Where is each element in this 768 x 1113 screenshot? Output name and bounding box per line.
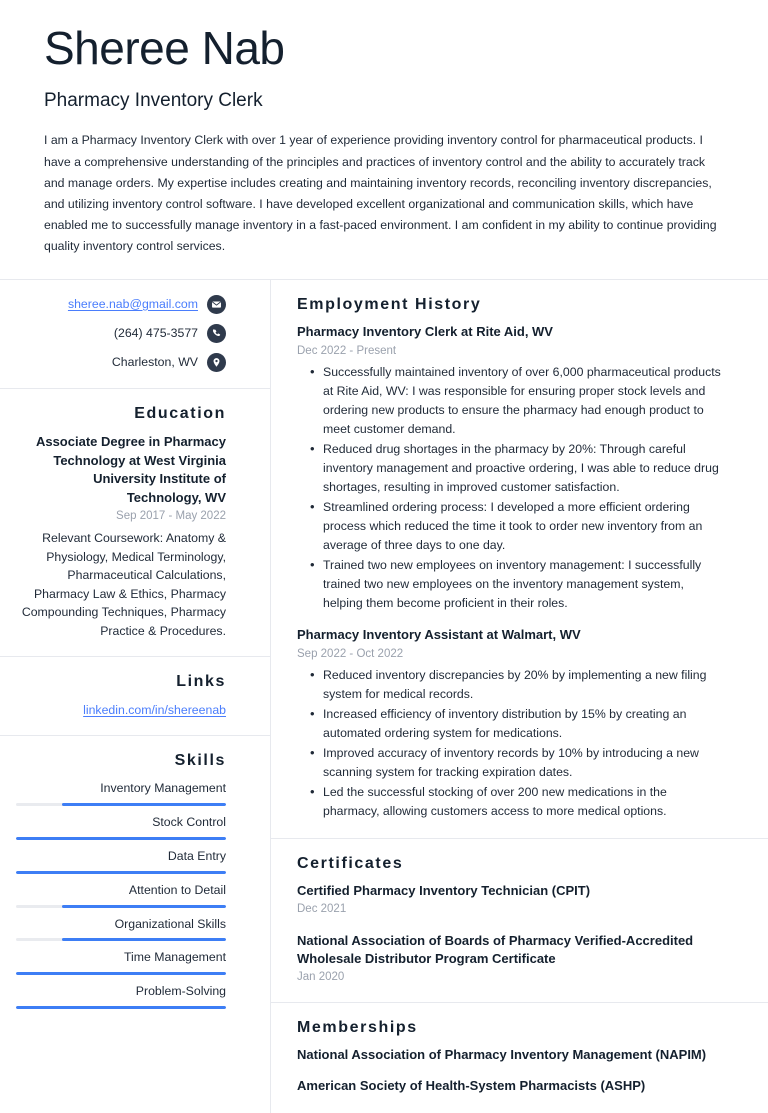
links-list	[16, 701, 226, 719]
skill-label: Problem-Solving	[135, 984, 226, 999]
job-title: Pharmacy Inventory Clerk	[44, 89, 263, 111]
employment-bullets	[297, 363, 724, 614]
profile-summary: I am a Pharmacy Inventory Clerk with over 1 year of experience providing inventory control for pharmaceutical products. I have a comprehensive understanding of the principles and practices of inventory control and the ability to accurately track and manage orders. My expertise includes creating and maintaining inventory records, reconciling inventory discrepancies, and utilizing inventory control software. I have developed excellent organizational and communication skills, which have enabled me to successfully manage inventory in a fast-paced environment. I am confident in my ability to continue providing quality inventory control services.	[44, 133, 717, 254]
education-degree: Associate Degree in Pharmacy Technology at West Virginia University Institute of Technology, WV	[35, 434, 226, 505]
sidebar	[0, 280, 271, 1113]
certificate-entry	[297, 932, 724, 987]
certificate-title: National Association of Boards of Pharmacy Verified-Accredited Wholesale Distributor Program Certificate	[297, 932, 694, 966]
skill-bar-fill	[16, 972, 226, 975]
skill-bar-track	[16, 837, 226, 840]
contact-location: Charleston, WV	[111, 354, 198, 369]
employment-entry	[297, 626, 724, 821]
skill-bar-fill	[62, 803, 226, 806]
skill-bar-track	[16, 871, 226, 874]
main-content	[271, 280, 768, 1113]
skill-label: Stock Control	[152, 815, 226, 830]
skill-bar-fill	[16, 871, 226, 874]
certificates-section	[271, 839, 768, 1003]
employment-section	[271, 280, 768, 839]
bullet-item: • Improved accuracy of inventory records by 10% by introducing a new scanning system for tracking expiration dates.	[323, 744, 724, 782]
skill-bar-fill	[62, 938, 226, 941]
certificate-entry	[297, 882, 724, 918]
phone-icon	[207, 324, 226, 343]
membership-title: National Association of Pharmacy Inventory Management (NAPIM)	[297, 1047, 707, 1063]
skill-item	[16, 848, 226, 874]
employment-heading: Employment History	[297, 296, 482, 314]
skill-item	[16, 916, 226, 942]
education-section	[0, 389, 270, 657]
certificates-heading: Certificates	[297, 855, 404, 873]
links-section	[0, 657, 270, 736]
contact-email[interactable]: sheree.nab@gmail.com	[67, 296, 198, 311]
employment-date: Dec 2022 - Present	[297, 344, 397, 357]
skill-label: Inventory Management	[100, 781, 226, 796]
skill-label: Attention to Detail	[128, 882, 226, 897]
employment-title: Pharmacy Inventory Assistant at Walmart, WV	[297, 627, 581, 643]
skill-label: Organizational Skills	[114, 916, 226, 931]
memberships-heading: Memberships	[297, 1019, 418, 1037]
resume-body	[0, 280, 768, 1113]
skill-bar-track	[16, 803, 226, 806]
link-item[interactable]: linkedin.com/in/shereenab	[83, 703, 226, 717]
skill-bar-track	[16, 972, 226, 975]
bullet-item: • Reduced inventory discrepancies by 20% by implementing a new filing system for medical records.	[323, 666, 724, 704]
certificate-title: Certified Pharmacy Inventory Technician (CPIT)	[297, 883, 591, 899]
bullet-item: • Increased efficiency of inventory distribution by 15% by creating an automated ordering system for medications.	[323, 705, 724, 743]
skill-bar-track	[16, 1006, 226, 1009]
membership-entry	[297, 1077, 724, 1095]
skills-heading: Skills	[174, 752, 226, 770]
employment-date: Sep 2022 - Oct 2022	[297, 647, 404, 660]
bullet-item: • Successfully maintained inventory of over 6,000 pharmaceutical products at Rite Aid, WV: I was responsible for ensuring proper stock levels and ordering new products to ensure the pharmacy had enough product to meet customer demand.	[323, 363, 724, 439]
employment-title: Pharmacy Inventory Clerk at Rite Aid, WV	[297, 324, 553, 340]
page-title: Sheree Nab	[44, 22, 285, 74]
education-date: Sep 2017 - May 2022	[116, 510, 226, 523]
bullet-item: • Led the successful stocking of over 200 new medications in the pharmacy, allowing customers access to more medical options.	[323, 783, 724, 821]
education-description: Relevant Coursework: Anatomy & Physiology, Medical Terminology, Pharmaceutical Calculations, Pharmacy Law & Ethics, Pharmacy Compounding Techniques, Pharmacy Practice & Procedures.	[21, 531, 226, 638]
skill-label: Data Entry	[167, 848, 226, 863]
skill-bar-track	[16, 938, 226, 941]
memberships-section	[271, 1003, 768, 1111]
skill-item	[16, 983, 226, 1009]
bullet-item: • Trained two new employees on inventory management: I successfully trained two new employees on the inventory management system, helping them become proficient in their roles.	[323, 556, 724, 613]
skill-item	[16, 814, 226, 840]
resume-header	[0, 0, 768, 279]
membership-entry	[297, 1046, 724, 1064]
skill-item	[16, 949, 226, 975]
bullet-item: • Reduced drug shortages in the pharmacy by 20%: Through careful inventory management and proactive ordering, I was able to reduce drug shortages, resulting in improved customer satisfaction.	[323, 440, 724, 497]
skill-bar-fill	[16, 1006, 226, 1009]
skill-bar-fill	[62, 905, 226, 908]
membership-title: American Society of Health-System Pharmacists (ASHP)	[297, 1078, 646, 1094]
contact-section	[0, 280, 270, 389]
skills-section	[0, 736, 270, 1025]
bullet-item: • Streamlined ordering process: I developed a more efficient ordering process which reduced the time it took to order new inventory from an average of three days to one day.	[323, 498, 724, 555]
employment-entry	[297, 323, 724, 613]
contact-phone-row[interactable]	[16, 324, 226, 343]
skill-bar-track	[16, 905, 226, 908]
certificate-date: Dec 2021	[297, 903, 347, 916]
skill-item	[16, 882, 226, 908]
contact-email-row[interactable]	[16, 295, 226, 314]
skill-label: Time Management	[123, 950, 226, 965]
certificate-date: Jan 2020	[297, 970, 345, 983]
contact-phone: (264) 475-3577	[113, 325, 198, 340]
employment-bullets	[297, 666, 724, 821]
skill-item	[16, 780, 226, 806]
map-pin-icon	[207, 353, 226, 372]
envelope-icon	[207, 295, 226, 314]
links-heading: Links	[176, 673, 226, 690]
education-heading: Education	[134, 405, 226, 423]
contact-location-row[interactable]	[16, 353, 226, 372]
skill-bar-fill	[16, 837, 226, 840]
